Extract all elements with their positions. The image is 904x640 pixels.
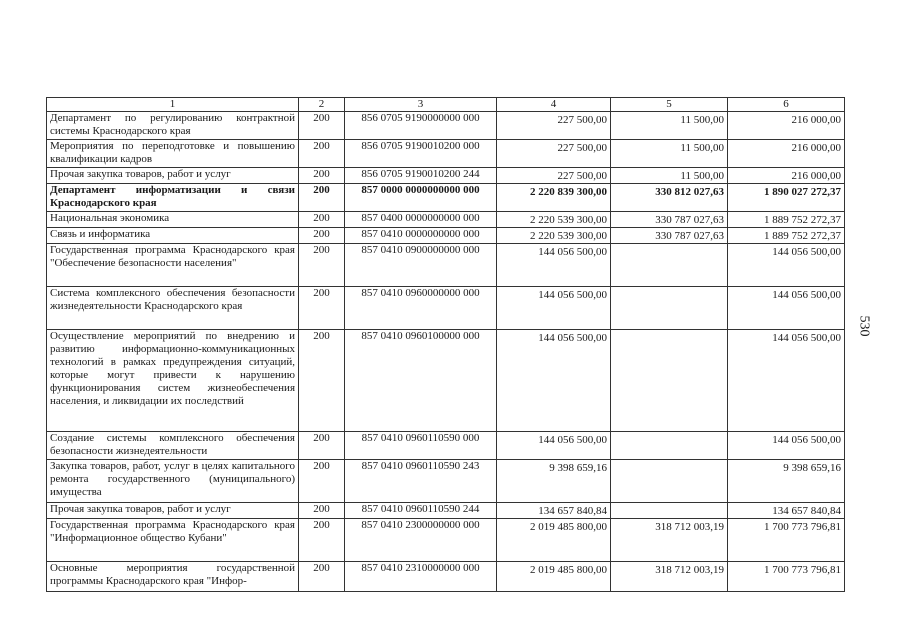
- row-amount-col5: 318 712 003,19: [611, 562, 728, 592]
- row-amount-col6: 1 889 752 272,37: [728, 212, 845, 228]
- row-amount-col5: 11 500,00: [611, 140, 728, 168]
- row-amount-col4: 227 500,00: [497, 140, 611, 168]
- row-name: Прочая закупка товаров, работ и услуг: [47, 503, 299, 519]
- row-amount-col5: 330 812 027,63: [611, 184, 728, 212]
- row-kbk-code: 857 0410 2310000000 000: [345, 562, 497, 592]
- row-amount-col4: 227 500,00: [497, 112, 611, 140]
- row-amount-col5: [611, 330, 728, 432]
- row-amount-col6: 134 657 840,84: [728, 503, 845, 519]
- row-amount-col4: 9 398 659,16: [497, 460, 611, 503]
- table-row: [47, 228, 845, 244]
- row-kbk-code: 857 0410 0960110590 243: [345, 460, 497, 503]
- table-row: [47, 140, 845, 168]
- row-name: Мероприятия по переподготовке и повышению квалификации кадров: [47, 140, 299, 168]
- row-amount-col6: 216 000,00: [728, 112, 845, 140]
- row-code: 200: [299, 184, 345, 212]
- row-amount-col6: 1 700 773 796,81: [728, 562, 845, 592]
- row-code: 200: [299, 562, 345, 592]
- row-amount-col5: [611, 503, 728, 519]
- row-code: 200: [299, 519, 345, 562]
- row-code: 200: [299, 287, 345, 330]
- row-code: 200: [299, 112, 345, 140]
- column-header-4: 4: [497, 98, 611, 112]
- row-kbk-code: 857 0410 0000000000 000: [345, 228, 497, 244]
- row-name: Система комплексного обеспечения безопасности жизнедеятельности Краснодарского края: [47, 287, 299, 330]
- row-code: 200: [299, 503, 345, 519]
- row-name: Департамент по регулированию контрактной системы Краснодарского края: [47, 112, 299, 140]
- row-amount-col5: 11 500,00: [611, 168, 728, 184]
- row-amount-col4: 2 220 839 300,00: [497, 184, 611, 212]
- table-row: [47, 330, 845, 432]
- row-amount-col4: 134 657 840,84: [497, 503, 611, 519]
- row-kbk-code: 857 0400 0000000000 000: [345, 212, 497, 228]
- row-amount-col4: 2 019 485 800,00: [497, 562, 611, 592]
- column-header-1: 1: [47, 98, 299, 112]
- page-number: 530: [856, 315, 872, 337]
- row-amount-col5: 11 500,00: [611, 112, 728, 140]
- column-header-5: 5: [611, 98, 728, 112]
- row-amount-col5: 318 712 003,19: [611, 519, 728, 562]
- row-amount-col4: 2 019 485 800,00: [497, 519, 611, 562]
- table-row: [47, 432, 845, 460]
- row-amount-col5: 330 787 027,63: [611, 228, 728, 244]
- row-name: Государственная программа Краснодарского края "Информационное общество Кубани": [47, 519, 299, 562]
- row-amount-col5: [611, 460, 728, 503]
- row-code: 200: [299, 244, 345, 287]
- row-name: Основные мероприятия государственной программы Краснодарского края "Инфор-: [47, 562, 299, 592]
- row-code: 200: [299, 212, 345, 228]
- row-kbk-code: 856 0705 9190000000 000: [345, 112, 497, 140]
- row-name: Закупка товаров, работ, услуг в целях капитального ремонта государственного (муниципального) имущества: [47, 460, 299, 503]
- row-amount-col5: [611, 287, 728, 330]
- row-name: Осуществление мероприятий по внедрению и развитию информационно-коммуникационных технологий в рамках предупреждения ситуаций, которые могут привести к нарушению функционирования систем жизнеобеспечения населения, и ликвидации их последствий: [47, 330, 299, 432]
- table-row: [47, 287, 845, 330]
- row-name: Прочая закупка товаров, работ и услуг: [47, 168, 299, 184]
- column-number-row: [47, 98, 845, 112]
- row-amount-col4: 144 056 500,00: [497, 330, 611, 432]
- table-row: [47, 212, 845, 228]
- column-header-2: 2: [299, 98, 345, 112]
- row-code: 200: [299, 330, 345, 432]
- row-name: Национальная экономика: [47, 212, 299, 228]
- row-kbk-code: 857 0410 0960110590 244: [345, 503, 497, 519]
- row-amount-col6: 1 889 752 272,37: [728, 228, 845, 244]
- row-kbk-code: 857 0410 0960000000 000: [345, 287, 497, 330]
- row-amount-col5: [611, 432, 728, 460]
- row-amount-col4: 2 220 539 300,00: [497, 228, 611, 244]
- table-row: [47, 460, 845, 503]
- row-amount-col4: 227 500,00: [497, 168, 611, 184]
- row-amount-col4: 144 056 500,00: [497, 244, 611, 287]
- row-kbk-code: 857 0000 0000000000 000: [345, 184, 497, 212]
- table-row: [47, 244, 845, 287]
- row-amount-col4: 144 056 500,00: [497, 287, 611, 330]
- budget-table: [46, 97, 845, 592]
- row-code: 200: [299, 140, 345, 168]
- row-amount-col6: 216 000,00: [728, 168, 845, 184]
- table-row: [47, 503, 845, 519]
- table-row: [47, 519, 845, 562]
- row-kbk-code: 857 0410 2300000000 000: [345, 519, 497, 562]
- row-amount-col6: 144 056 500,00: [728, 244, 845, 287]
- row-amount-col6: 1 700 773 796,81: [728, 519, 845, 562]
- row-kbk-code: 857 0410 0900000000 000: [345, 244, 497, 287]
- budget-table-body: [47, 98, 845, 592]
- table-row: [47, 562, 845, 592]
- table-row: [47, 112, 845, 140]
- row-amount-col6: 216 000,00: [728, 140, 845, 168]
- row-kbk-code: 857 0410 0960100000 000: [345, 330, 497, 432]
- row-amount-col5: [611, 244, 728, 287]
- row-name: Связь и информатика: [47, 228, 299, 244]
- row-code: 200: [299, 168, 345, 184]
- row-name: Департамент информатизации и связи Краснодарского края: [47, 184, 299, 212]
- row-kbk-code: 856 0705 9190010200 244: [345, 168, 497, 184]
- row-amount-col4: 144 056 500,00: [497, 432, 611, 460]
- row-code: 200: [299, 432, 345, 460]
- row-name: Государственная программа Краснодарского края "Обеспечение безопасности населения": [47, 244, 299, 287]
- row-amount-col4: 2 220 539 300,00: [497, 212, 611, 228]
- column-header-3: 3: [345, 98, 497, 112]
- row-kbk-code: 857 0410 0960110590 000: [345, 432, 497, 460]
- row-amount-col6: 144 056 500,00: [728, 287, 845, 330]
- row-amount-col6: 144 056 500,00: [728, 330, 845, 432]
- row-kbk-code: 856 0705 9190010200 000: [345, 140, 497, 168]
- row-name: Создание системы комплексного обеспечения безопасности жизнедеятельности: [47, 432, 299, 460]
- row-amount-col6: 1 890 027 272,37: [728, 184, 845, 212]
- row-code: 200: [299, 228, 345, 244]
- row-amount-col5: 330 787 027,63: [611, 212, 728, 228]
- row-code: 200: [299, 460, 345, 503]
- row-amount-col6: 144 056 500,00: [728, 432, 845, 460]
- row-amount-col6: 9 398 659,16: [728, 460, 845, 503]
- table-row: [47, 168, 845, 184]
- column-header-6: 6: [728, 98, 845, 112]
- table-row: [47, 184, 845, 212]
